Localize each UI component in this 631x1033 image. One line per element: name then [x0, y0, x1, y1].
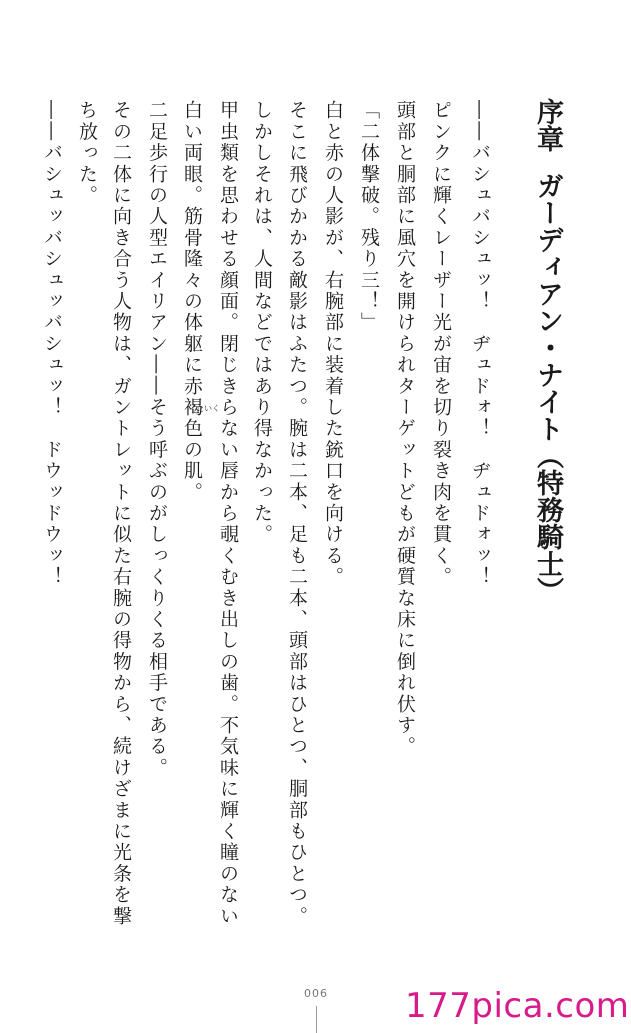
page-number-divider — [316, 1006, 317, 1033]
watermark-text: 177pica.com — [405, 986, 630, 1026]
body-line: 白と赤の人影が、右腕部に装着した銃口を向ける。 — [322, 100, 344, 588]
chapter-heading — [534, 98, 561, 604]
body-line: 二足歩行の人型エイリアン――そう呼ぶのがしっくりくる相手である。 — [146, 100, 168, 779]
body-line: 「二体撃破。残り三！」 — [358, 100, 380, 334]
chapter-title: ガーディアン・ナイト（特務騎士） — [532, 172, 563, 604]
body-line: ピンクに輝くレーザー光が宙を切り裂き肉を貫く。 — [430, 100, 452, 588]
page-number: 006 — [304, 987, 328, 1000]
body-line: 白い両眼。筋骨隆々の体躯に赤褐色の肌。 — [181, 100, 203, 503]
chapter-label: 序章 — [532, 98, 563, 152]
body-line: ――バシュバシュッ！ ヂュドォ！ ヂュドォッ！ — [469, 100, 491, 588]
body-line: 甲虫類を思わせる顔面。閉じきらない唇から覗くむき出しの歯。不気味に輝く瞳のない — [217, 100, 239, 927]
body-line: ち放った。 — [76, 100, 98, 206]
body-line: そこに飛びかかる敵影はふたつ。腕は二本、足も二本、頭部はひとつ、胴部もひとつ。 — [286, 100, 308, 927]
ruby-annotation: たいく — [196, 404, 220, 413]
body-line: しかしそれは、人間などではあり得なかった。 — [251, 100, 273, 546]
body-line: ――バシュッバシュッバシュッ！ ドウッドウッ！ — [41, 100, 63, 588]
body-line: その二体に向き合う人物は、ガントレットに似た右腕の得物から、続けざまに光条を撃 — [110, 100, 132, 927]
body-line: 頭部と胴部に風穴を開けられターゲットどもが硬質な床に倒れ伏す。 — [394, 100, 416, 758]
